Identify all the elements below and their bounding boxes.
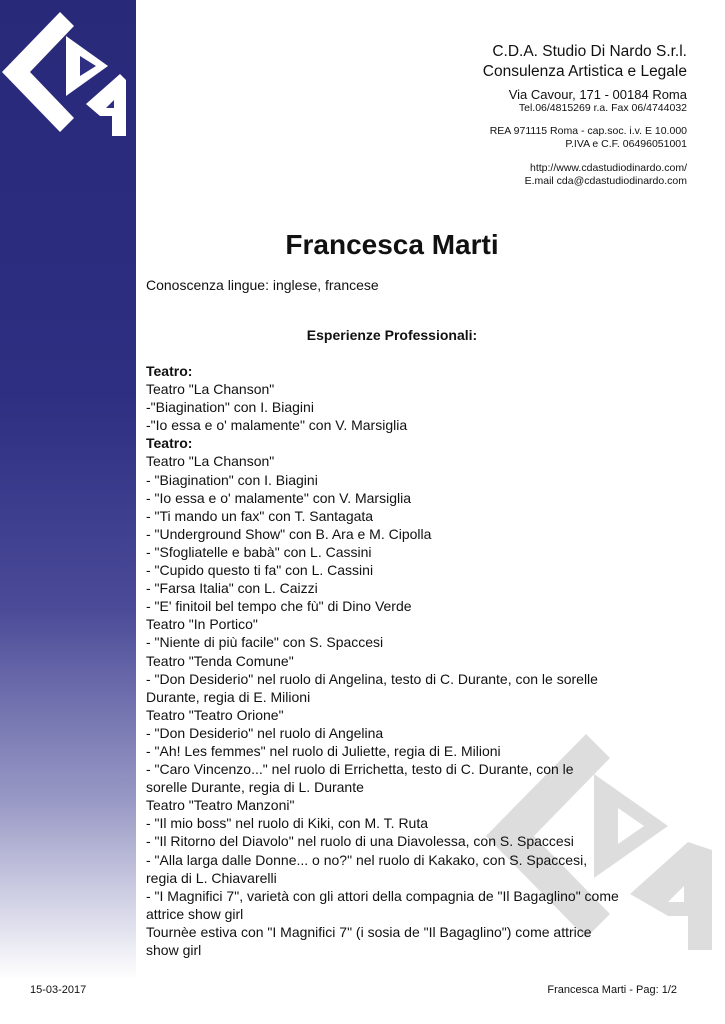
company-website[interactable]: http://www.cdastudiodinardo.com/ xyxy=(530,162,687,174)
experience-line: - "Farsa Italia" con L. Caizzi xyxy=(146,580,318,597)
experience-line: - "Alla larga dalle Donne... o no?" nel ruolo di Kakako, con S. Spaccesi, xyxy=(146,851,588,868)
experience-line: -"Biagination" con I. Biagini xyxy=(146,399,314,416)
company-address-block xyxy=(509,87,687,115)
experience-line: - "Il mio boss" nel ruolo di Kiki, con M. T. Ruta xyxy=(146,815,429,832)
section-heading: Teatro: xyxy=(146,363,193,379)
experience-line: Teatro "Teatro Manzoni" xyxy=(146,797,295,814)
languages-line: Conoscenza lingue: inglese, francese xyxy=(146,277,379,293)
experience-line: - "Sfogliatelle e babà" con L. Cassini xyxy=(146,543,372,560)
experience-line: - "Underground Show" con B. Ara e M. Cipolla xyxy=(146,525,432,542)
company-piva: P.IVA e C.F. 06496051001 xyxy=(565,138,687,150)
experience-line: show girl xyxy=(146,942,202,958)
experience-line: Teatro "Tenda Comune" xyxy=(146,652,294,669)
footer-date: 15-03-2017 xyxy=(30,984,87,996)
experience-line: - "Ah! Les femmes" nel ruolo di Juliette, regia di E. Milioni xyxy=(146,742,501,759)
cda-logo xyxy=(0,8,136,136)
company-header xyxy=(483,42,687,82)
company-address: Via Cavour, 171 - 00184 Roma xyxy=(508,87,687,102)
experience-line: - "Cupido questo ti fa" con L. Cassini xyxy=(146,562,374,579)
experience-line: Durante, regia di E. Milioni xyxy=(146,688,311,705)
experience-line: - "Don Desiderio" nel ruolo di Angelina xyxy=(146,724,384,741)
experience-line: Teatro "La Chanson" xyxy=(146,453,275,470)
experience-line: - "Io essa e o' malamente" con V. Marsiglia xyxy=(146,489,411,506)
experience-line: regia di L. Chiavarelli xyxy=(146,869,277,886)
sidebar-band xyxy=(0,0,136,980)
person-name: Francesca Marti xyxy=(285,229,499,260)
experience-line: attrice show girl xyxy=(146,905,244,922)
experience-line: -"Io essa e o' malamente" con V. Marsiglia xyxy=(146,417,408,434)
company-tagline: Consulenza Artistica e Legale xyxy=(482,63,687,80)
company-email[interactable]: E.mail cda@cdastudiodinardo.com xyxy=(524,175,687,187)
company-registration xyxy=(490,125,687,151)
experience-line: - "Don Desiderio" nel ruolo di Angelina, testo di C. Durante, con le sorelle xyxy=(146,670,598,687)
experience-line: - "Ti mando un fax" con T. Santagata xyxy=(146,507,374,524)
section-title: Esperienze Professionali: xyxy=(306,327,478,343)
experience-line: Tournèe estiva con "I Magnifici 7" (i sosia de "Il Bagaglino") come attrice xyxy=(146,923,592,940)
experience-line: Teatro "Teatro Orione" xyxy=(146,706,284,723)
company-rea: REA 971115 Roma - cap.soc. i.v. E 10.000 xyxy=(489,125,687,137)
footer-page-info: Francesca Marti - Pag: 1/2 xyxy=(547,984,677,996)
section-heading: Teatro: xyxy=(146,435,193,452)
experience-line: - "Niente di più facile" con S. Spaccesi xyxy=(146,634,384,651)
company-phone: Tel.06/4815269 r.a. Fax 06/4744032 xyxy=(518,102,687,114)
experience-line: Teatro "In Portico" xyxy=(146,616,258,633)
experience-line: - "I Magnifici 7", varietà con gli attori della compagnia de "Il Bagaglino" come xyxy=(146,887,619,904)
company-name: C.D.A. Studio Di Nardo S.r.l. xyxy=(492,43,687,60)
experience-line: sorelle Durante, regia di L. Durante xyxy=(146,779,364,796)
experience-list xyxy=(146,362,646,959)
experience-line: - "Biagination" con I. Biagini xyxy=(146,471,318,488)
experience-line: - "Il Ritorno del Diavolo" nel ruolo di una Diavolessa, con S. Spaccesi xyxy=(146,833,574,850)
company-contacts xyxy=(525,162,687,188)
experience-line: Teatro "La Chanson" xyxy=(146,381,275,398)
experience-line: - "E' finitoil bel tempo che fù" di Dino Verde xyxy=(146,598,412,615)
experience-line: - "Caro Vincenzo..." nel ruolo di Errichetta, testo di C. Durante, con le xyxy=(146,761,574,778)
